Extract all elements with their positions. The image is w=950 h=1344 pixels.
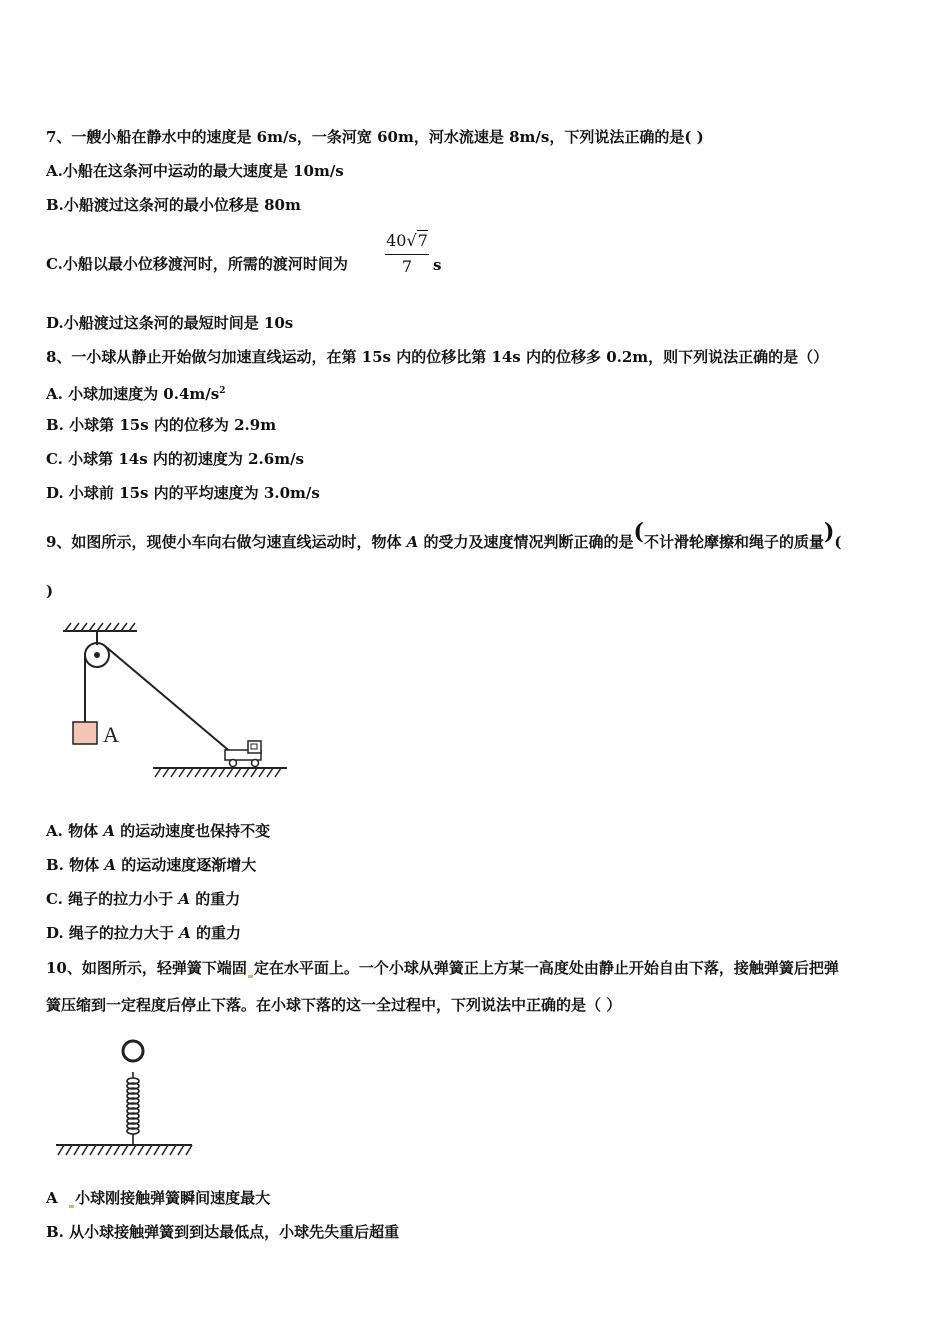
q9-option-a-post: 的运动速度也保持不变 [114, 822, 271, 840]
q8-option-b: B. 小球第 15s 内的位移为 2.9m [46, 416, 277, 434]
q9-option-d-post: 的重力 [190, 924, 242, 942]
q9-answer-close: ) [46, 582, 54, 600]
q10-stem-line1-post: 定在水平面上。一个小球从弹簧正上方某一高度处由静止开始自由下落，接触弹簧后把弹 [253, 959, 839, 977]
q7-fraction-bar [385, 254, 429, 255]
q9-option-a-pre: A. 物体 [46, 822, 104, 840]
q10-stem-line2: 簧压缩到一定程度后停止下落。在小球下落的这一全过程中，下列说法中正确的是（ ） [46, 996, 622, 1014]
q9-option-b [46, 855, 256, 875]
q9-answer-open: ( [834, 533, 842, 551]
q7-stem: 7、一艘小船在静水中的速度是 6m/s，一条河宽 60m，河水流速是 8m/s，下列说法正确的是( ) [46, 128, 704, 146]
q9-option-b-var: A [104, 856, 116, 874]
q9-option-c-var: A [178, 890, 190, 908]
ground [153, 768, 287, 777]
q8-option-c: C. 小球第 14s 内的初速度为 2.6m/s [46, 450, 304, 468]
q9-stem-pre: 9、如图所示，现使小车向右做匀速直线运动时，物体 [46, 533, 407, 551]
spring-ball-figure [52, 1036, 197, 1161]
q8-option-a [46, 381, 225, 404]
block-a-label: A [103, 722, 119, 747]
q7-fraction [383, 230, 431, 277]
q7-option-c-unit: s [433, 256, 442, 274]
q10-stem-line1-pre: 10、如图所示，轻弹簧下端固 [46, 959, 247, 977]
q9-option-c-pre: C. 绳子的拉力小于 [46, 890, 179, 908]
q9-note-open: ( [633, 519, 644, 545]
ball [123, 1041, 143, 1061]
q9-option-c [46, 889, 240, 909]
q8-option-d: D. 小球前 15s 内的平均速度为 3.0m/s [46, 484, 320, 502]
q9-stem [46, 519, 842, 552]
q10-stem-line1 [46, 958, 839, 978]
q9-stem-var: A [406, 533, 419, 551]
q9-option-d-pre: D. 绳子的拉力大于 [46, 924, 180, 942]
q9-stem-mid: 的受力及速度情况判断正确的是 [418, 533, 634, 551]
spring [127, 1072, 139, 1144]
q10-option-b: B. 从小球接触弹簧到到达最低点，小球先失重后超重 [46, 1223, 400, 1241]
spring-ground [56, 1145, 192, 1155]
q7-fraction-numerator: 40√7 [386, 231, 428, 250]
q7-option-a: A.小船在这条河中运动的最大速度是 10m/s [46, 162, 344, 180]
q7-numerator-int: 40 [386, 231, 407, 250]
q9-option-b-pre: B. 物体 [46, 856, 105, 874]
ceiling [63, 623, 137, 631]
q7-fraction-denominator: 7 [401, 257, 413, 276]
q7-option-c-text: C.小船以最小位移渡河时，所需的渡河时间为 [46, 255, 348, 273]
scan-artifact-mark [248, 975, 253, 978]
pulley-cart-figure [55, 615, 295, 780]
q9-option-a-var: A [103, 822, 115, 840]
block-a [73, 722, 97, 744]
scan-artifact-mark-2 [69, 1205, 74, 1208]
pulley-axle [94, 652, 100, 658]
q7-numerator-radicand: 7 [417, 231, 428, 250]
q8-option-a-superscript: 2 [219, 386, 226, 396]
q9-note-close: ) [823, 519, 835, 545]
q9-option-d [46, 923, 241, 943]
q7-option-c [46, 254, 348, 274]
q7-option-b: B.小船渡过这条河的最小位移是 80m [46, 196, 301, 214]
q10-option-a-text: 小球刚接触弹簧瞬间速度最大 [75, 1189, 271, 1207]
rope-slanted [105, 646, 233, 754]
q10-option-a [46, 1188, 270, 1208]
q7-option-d: D.小船渡过这条河的最短时间是 10s [46, 314, 294, 332]
q10-option-a-letter: A [46, 1189, 58, 1207]
q9-option-d-var: A [179, 924, 191, 942]
q9-option-b-post: 的运动速度逐渐增大 [116, 856, 257, 874]
q9-option-c-post: 的重力 [189, 890, 241, 908]
q8-stem: 8、一小球从静止开始做匀加速直线运动，在第 15s 内的位移比第 14s 内的位移多 0.2m，则下列说法正确的是（） [46, 348, 829, 366]
q9-option-a [46, 821, 270, 841]
cart [225, 741, 261, 767]
q9-note: 不计滑轮摩擦和绳子的质量 [643, 533, 824, 551]
q8-option-a-text: A. 小球加速度为 0.4m/s [46, 385, 220, 403]
